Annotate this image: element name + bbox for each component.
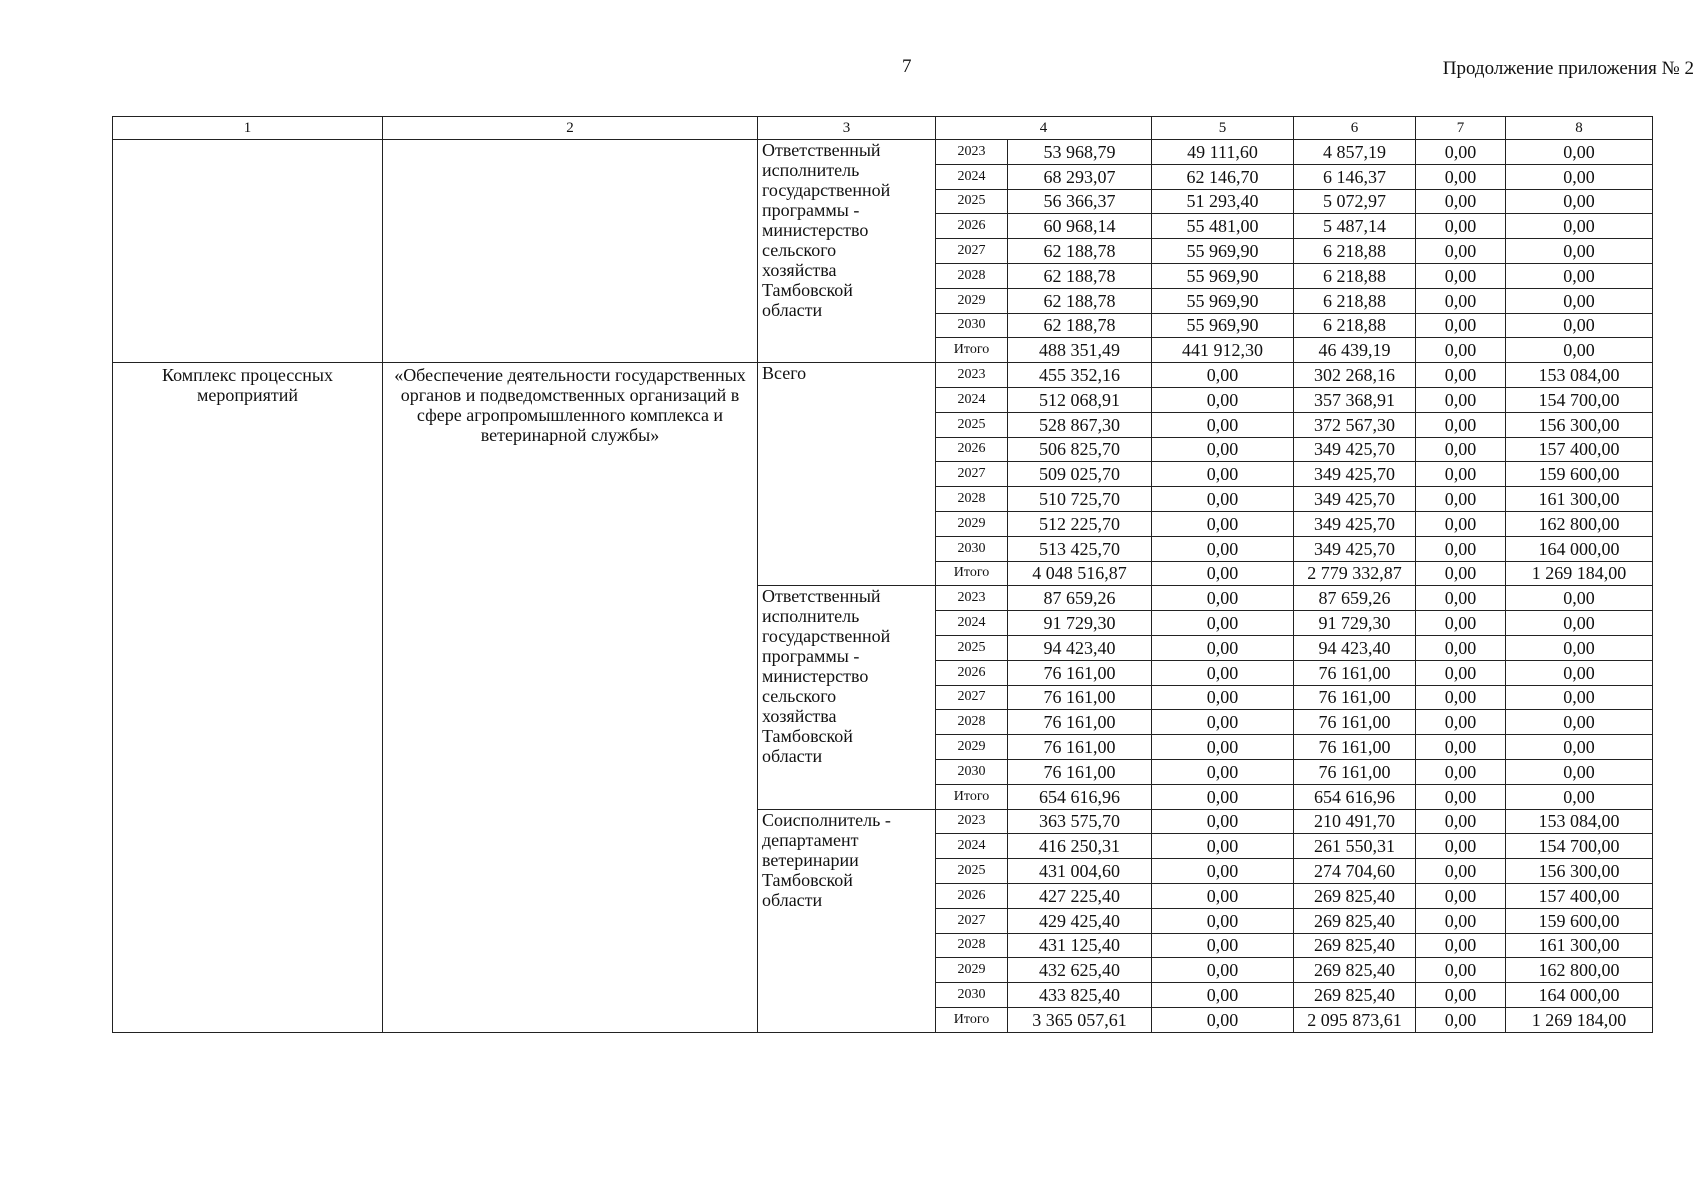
amount-cell: 5 487,14 bbox=[1294, 214, 1416, 239]
amount-cell: 164 000,00 bbox=[1506, 536, 1653, 561]
amount-cell: 654 616,96 bbox=[1294, 784, 1416, 809]
executor-line: исполнитель bbox=[762, 160, 860, 180]
year-cell: Итого bbox=[936, 338, 1008, 363]
amount-cell: 6 146,37 bbox=[1294, 164, 1416, 189]
executor-cell bbox=[758, 140, 936, 363]
executor-line: Тамбовской bbox=[762, 869, 853, 890]
year-cell: 2024 bbox=[936, 834, 1008, 859]
executor-line: министерство bbox=[762, 220, 869, 240]
year-cell: 2030 bbox=[936, 759, 1008, 784]
continuation-note: Продолжение приложения № 2 bbox=[1442, 58, 1694, 79]
activity-type-cell bbox=[113, 140, 383, 363]
executor-line: департамент bbox=[762, 829, 859, 850]
year-cell: 2026 bbox=[936, 437, 1008, 462]
amount-cell: 0,00 bbox=[1506, 735, 1653, 760]
amount-cell: 76 161,00 bbox=[1008, 685, 1152, 710]
year-cell: 2027 bbox=[936, 462, 1008, 487]
amount-cell: 87 659,26 bbox=[1008, 586, 1152, 611]
amount-cell: 0,00 bbox=[1506, 685, 1653, 710]
amount-cell: 0,00 bbox=[1506, 784, 1653, 809]
amount-cell: 0,00 bbox=[1416, 883, 1506, 908]
executor-line: Всего bbox=[762, 363, 807, 384]
amount-cell: 0,00 bbox=[1152, 859, 1294, 884]
amount-cell: 0,00 bbox=[1416, 288, 1506, 313]
amount-cell: 0,00 bbox=[1416, 561, 1506, 586]
year-cell: Итого bbox=[936, 561, 1008, 586]
amount-cell: 441 912,30 bbox=[1152, 338, 1294, 363]
amount-cell: 2 095 873,61 bbox=[1294, 1007, 1416, 1032]
amount-cell: 4 048 516,87 bbox=[1008, 561, 1152, 586]
amount-cell: 0,00 bbox=[1416, 263, 1506, 288]
amount-cell: 0,00 bbox=[1416, 363, 1506, 388]
year-cell: 2029 bbox=[936, 511, 1008, 536]
amount-cell: 512 068,91 bbox=[1008, 387, 1152, 412]
header-cell: 1 bbox=[113, 117, 383, 140]
amount-cell: 76 161,00 bbox=[1008, 735, 1152, 760]
amount-cell: 0,00 bbox=[1416, 759, 1506, 784]
executor-cell bbox=[758, 363, 936, 586]
year-cell: 2029 bbox=[936, 288, 1008, 313]
year-cell: 2027 bbox=[936, 685, 1008, 710]
amount-cell: 0,00 bbox=[1152, 735, 1294, 760]
amount-cell: 6 218,88 bbox=[1294, 288, 1416, 313]
amount-cell: 91 729,30 bbox=[1008, 611, 1152, 636]
amount-cell: 432 625,40 bbox=[1008, 958, 1152, 983]
amount-cell: 0,00 bbox=[1416, 313, 1506, 338]
amount-cell: 56 366,37 bbox=[1008, 189, 1152, 214]
amount-cell: 0,00 bbox=[1152, 958, 1294, 983]
amount-cell: 0,00 bbox=[1506, 140, 1653, 165]
amount-cell: 0,00 bbox=[1506, 586, 1653, 611]
executor-line: хозяйства bbox=[762, 260, 837, 280]
executor-cell bbox=[758, 809, 936, 1032]
amount-cell: 2 779 332,87 bbox=[1294, 561, 1416, 586]
executor-line: хозяйства bbox=[762, 706, 837, 727]
amount-cell: 0,00 bbox=[1416, 834, 1506, 859]
year-cell: 2024 bbox=[936, 387, 1008, 412]
amount-cell: 0,00 bbox=[1416, 387, 1506, 412]
amount-cell: 161 300,00 bbox=[1506, 933, 1653, 958]
amount-cell: 55 969,90 bbox=[1152, 263, 1294, 288]
amount-cell: 372 567,30 bbox=[1294, 412, 1416, 437]
amount-cell: 455 352,16 bbox=[1008, 363, 1152, 388]
amount-cell: 162 800,00 bbox=[1506, 958, 1653, 983]
amount-cell: 0,00 bbox=[1152, 983, 1294, 1008]
executor-line: области bbox=[762, 300, 823, 320]
amount-cell: 76 161,00 bbox=[1294, 710, 1416, 735]
executor-line: Соисполнитель - bbox=[762, 809, 891, 830]
amount-cell: 349 425,70 bbox=[1294, 437, 1416, 462]
amount-cell: 4 857,19 bbox=[1294, 140, 1416, 165]
executor-line: области bbox=[762, 746, 823, 767]
amount-cell: 0,00 bbox=[1506, 263, 1653, 288]
amount-cell: 0,00 bbox=[1416, 511, 1506, 536]
amount-cell: 0,00 bbox=[1416, 859, 1506, 884]
amount-cell: 302 268,16 bbox=[1294, 363, 1416, 388]
year-cell: 2025 bbox=[936, 189, 1008, 214]
amount-cell: 161 300,00 bbox=[1506, 487, 1653, 512]
amount-cell: 5 072,97 bbox=[1294, 189, 1416, 214]
amount-cell: 156 300,00 bbox=[1506, 412, 1653, 437]
amount-cell: 0,00 bbox=[1506, 660, 1653, 685]
header-row bbox=[113, 117, 1653, 140]
amount-cell: 0,00 bbox=[1416, 635, 1506, 660]
amount-cell: 0,00 bbox=[1152, 635, 1294, 660]
year-cell: 2026 bbox=[936, 883, 1008, 908]
amount-cell: 76 161,00 bbox=[1294, 660, 1416, 685]
amount-cell: 0,00 bbox=[1152, 611, 1294, 636]
header-cell: 4 bbox=[936, 117, 1152, 140]
amount-cell: 55 969,90 bbox=[1152, 239, 1294, 264]
amount-cell: 0,00 bbox=[1152, 462, 1294, 487]
amount-cell: 53 968,79 bbox=[1008, 140, 1152, 165]
year-cell: 2026 bbox=[936, 214, 1008, 239]
amount-cell: 488 351,49 bbox=[1008, 338, 1152, 363]
amount-cell: 0,00 bbox=[1152, 1007, 1294, 1032]
header-cell: 6 bbox=[1294, 117, 1416, 140]
amount-cell: 0,00 bbox=[1416, 437, 1506, 462]
amount-cell: 0,00 bbox=[1152, 586, 1294, 611]
amount-cell: 153 084,00 bbox=[1506, 809, 1653, 834]
amount-cell: 55 969,90 bbox=[1152, 313, 1294, 338]
year-cell: 2024 bbox=[936, 611, 1008, 636]
executor-line: области bbox=[762, 889, 823, 910]
year-cell: Итого bbox=[936, 784, 1008, 809]
budget-table bbox=[112, 116, 1653, 1033]
amount-cell: 0,00 bbox=[1416, 735, 1506, 760]
amount-cell: 0,00 bbox=[1506, 164, 1653, 189]
amount-cell: 269 825,40 bbox=[1294, 983, 1416, 1008]
year-cell: 2027 bbox=[936, 239, 1008, 264]
executor-line: Тамбовской bbox=[762, 280, 853, 300]
amount-cell: 0,00 bbox=[1152, 784, 1294, 809]
amount-cell: 274 704,60 bbox=[1294, 859, 1416, 884]
amount-cell: 157 400,00 bbox=[1506, 437, 1653, 462]
amount-cell: 49 111,60 bbox=[1152, 140, 1294, 165]
executor-line: сельского bbox=[762, 240, 837, 260]
amount-cell: 349 425,70 bbox=[1294, 536, 1416, 561]
activity-type-cell: Комплекс процессных мероприятий bbox=[113, 363, 383, 1033]
amount-cell: 513 425,70 bbox=[1008, 536, 1152, 561]
amount-cell: 0,00 bbox=[1416, 933, 1506, 958]
amount-cell: 433 825,40 bbox=[1008, 983, 1152, 1008]
amount-cell: 154 700,00 bbox=[1506, 387, 1653, 412]
executor-line: программы - bbox=[762, 200, 860, 220]
amount-cell: 76 161,00 bbox=[1294, 735, 1416, 760]
amount-cell: 0,00 bbox=[1152, 561, 1294, 586]
amount-cell: 94 423,40 bbox=[1294, 635, 1416, 660]
year-cell: 2030 bbox=[936, 536, 1008, 561]
amount-cell: 0,00 bbox=[1152, 437, 1294, 462]
amount-cell: 0,00 bbox=[1506, 759, 1653, 784]
amount-cell: 416 250,31 bbox=[1008, 834, 1152, 859]
amount-cell: 0,00 bbox=[1416, 487, 1506, 512]
amount-cell: 68 293,07 bbox=[1008, 164, 1152, 189]
amount-cell: 431 125,40 bbox=[1008, 933, 1152, 958]
amount-cell: 0,00 bbox=[1416, 586, 1506, 611]
year-cell: 2028 bbox=[936, 263, 1008, 288]
amount-cell: 3 365 057,61 bbox=[1008, 1007, 1152, 1032]
amount-cell: 0,00 bbox=[1152, 809, 1294, 834]
amount-cell: 0,00 bbox=[1416, 1007, 1506, 1032]
amount-cell: 0,00 bbox=[1506, 288, 1653, 313]
header-cell: 2 bbox=[383, 117, 758, 140]
amount-cell: 157 400,00 bbox=[1506, 883, 1653, 908]
amount-cell: 62 188,78 bbox=[1008, 313, 1152, 338]
amount-cell: 0,00 bbox=[1416, 189, 1506, 214]
amount-cell: 506 825,70 bbox=[1008, 437, 1152, 462]
year-cell: 2026 bbox=[936, 660, 1008, 685]
amount-cell: 91 729,30 bbox=[1294, 611, 1416, 636]
amount-cell: 164 000,00 bbox=[1506, 983, 1653, 1008]
table-row bbox=[113, 140, 1653, 165]
header-cell: 3 bbox=[758, 117, 936, 140]
year-cell: 2028 bbox=[936, 933, 1008, 958]
amount-cell: 357 368,91 bbox=[1294, 387, 1416, 412]
amount-cell: 261 550,31 bbox=[1294, 834, 1416, 859]
amount-cell: 349 425,70 bbox=[1294, 511, 1416, 536]
amount-cell: 153 084,00 bbox=[1506, 363, 1653, 388]
amount-cell: 0,00 bbox=[1152, 387, 1294, 412]
amount-cell: 0,00 bbox=[1416, 660, 1506, 685]
amount-cell: 0,00 bbox=[1416, 214, 1506, 239]
amount-cell: 0,00 bbox=[1506, 338, 1653, 363]
amount-cell: 0,00 bbox=[1506, 635, 1653, 660]
amount-cell: 6 218,88 bbox=[1294, 239, 1416, 264]
executor-line: Ответственный bbox=[762, 586, 881, 607]
amount-cell: 210 491,70 bbox=[1294, 809, 1416, 834]
amount-cell: 269 825,40 bbox=[1294, 933, 1416, 958]
amount-cell: 269 825,40 bbox=[1294, 908, 1416, 933]
amount-cell: 0,00 bbox=[1152, 487, 1294, 512]
amount-cell: 0,00 bbox=[1152, 883, 1294, 908]
executor-line: исполнитель bbox=[762, 606, 860, 627]
header-cell: 8 bbox=[1506, 117, 1653, 140]
amount-cell: 1 269 184,00 bbox=[1506, 561, 1653, 586]
amount-cell: 55 969,90 bbox=[1152, 288, 1294, 313]
amount-cell: 154 700,00 bbox=[1506, 834, 1653, 859]
amount-cell: 1 269 184,00 bbox=[1506, 1007, 1653, 1032]
amount-cell: 654 616,96 bbox=[1008, 784, 1152, 809]
amount-cell: 60 968,14 bbox=[1008, 214, 1152, 239]
year-cell: 2023 bbox=[936, 586, 1008, 611]
year-cell: 2023 bbox=[936, 140, 1008, 165]
year-cell: 2024 bbox=[936, 164, 1008, 189]
amount-cell: 0,00 bbox=[1152, 511, 1294, 536]
executor-line: государственной bbox=[762, 180, 891, 200]
amount-cell: 62 188,78 bbox=[1008, 288, 1152, 313]
amount-cell: 0,00 bbox=[1416, 784, 1506, 809]
year-cell: 2028 bbox=[936, 710, 1008, 735]
amount-cell: 0,00 bbox=[1416, 239, 1506, 264]
executor-cell bbox=[758, 586, 936, 809]
page-number: 7 bbox=[902, 56, 912, 77]
amount-cell: 0,00 bbox=[1152, 759, 1294, 784]
table-row bbox=[113, 363, 1653, 388]
amount-cell: 76 161,00 bbox=[1294, 759, 1416, 784]
amount-cell: 349 425,70 bbox=[1294, 487, 1416, 512]
amount-cell: 0,00 bbox=[1416, 140, 1506, 165]
year-cell: 2028 bbox=[936, 487, 1008, 512]
year-cell: 2027 bbox=[936, 908, 1008, 933]
table-body bbox=[113, 117, 1653, 1033]
year-cell: Итого bbox=[936, 1007, 1008, 1032]
amount-cell: 0,00 bbox=[1416, 611, 1506, 636]
amount-cell: 0,00 bbox=[1152, 660, 1294, 685]
amount-cell: 6 218,88 bbox=[1294, 313, 1416, 338]
amount-cell: 0,00 bbox=[1506, 710, 1653, 735]
year-cell: 2029 bbox=[936, 958, 1008, 983]
year-cell: 2023 bbox=[936, 363, 1008, 388]
executor-line: Ответственный bbox=[762, 140, 881, 160]
amount-cell: 349 425,70 bbox=[1294, 462, 1416, 487]
amount-cell: 0,00 bbox=[1152, 834, 1294, 859]
year-cell: 2025 bbox=[936, 635, 1008, 660]
amount-cell: 0,00 bbox=[1416, 983, 1506, 1008]
executor-line: программы - bbox=[762, 646, 860, 667]
activity-name-cell bbox=[383, 140, 758, 363]
executor-line: Тамбовской bbox=[762, 726, 853, 747]
executor-line: ветеринарии bbox=[762, 849, 859, 870]
amount-cell: 6 218,88 bbox=[1294, 263, 1416, 288]
amount-cell: 0,00 bbox=[1152, 710, 1294, 735]
executor-line: государственной bbox=[762, 626, 891, 647]
amount-cell: 269 825,40 bbox=[1294, 883, 1416, 908]
amount-cell: 87 659,26 bbox=[1294, 586, 1416, 611]
amount-cell: 509 025,70 bbox=[1008, 462, 1152, 487]
amount-cell: 62 146,70 bbox=[1152, 164, 1294, 189]
amount-cell: 0,00 bbox=[1416, 685, 1506, 710]
amount-cell: 0,00 bbox=[1152, 536, 1294, 561]
amount-cell: 94 423,40 bbox=[1008, 635, 1152, 660]
amount-cell: 0,00 bbox=[1506, 214, 1653, 239]
amount-cell: 431 004,60 bbox=[1008, 859, 1152, 884]
amount-cell: 76 161,00 bbox=[1294, 685, 1416, 710]
amount-cell: 76 161,00 bbox=[1008, 759, 1152, 784]
amount-cell: 0,00 bbox=[1152, 908, 1294, 933]
amount-cell: 363 575,70 bbox=[1008, 809, 1152, 834]
amount-cell: 0,00 bbox=[1416, 462, 1506, 487]
amount-cell: 0,00 bbox=[1416, 412, 1506, 437]
amount-cell: 269 825,40 bbox=[1294, 958, 1416, 983]
amount-cell: 76 161,00 bbox=[1008, 660, 1152, 685]
amount-cell: 0,00 bbox=[1506, 313, 1653, 338]
amount-cell: 0,00 bbox=[1506, 189, 1653, 214]
amount-cell: 0,00 bbox=[1152, 363, 1294, 388]
amount-cell: 0,00 bbox=[1416, 536, 1506, 561]
header-cell: 5 bbox=[1152, 117, 1294, 140]
amount-cell: 159 600,00 bbox=[1506, 908, 1653, 933]
amount-cell: 0,00 bbox=[1506, 239, 1653, 264]
year-cell: 2025 bbox=[936, 859, 1008, 884]
amount-cell: 429 425,40 bbox=[1008, 908, 1152, 933]
amount-cell: 159 600,00 bbox=[1506, 462, 1653, 487]
amount-cell: 0,00 bbox=[1416, 710, 1506, 735]
year-cell: 2030 bbox=[936, 983, 1008, 1008]
amount-cell: 62 188,78 bbox=[1008, 239, 1152, 264]
year-cell: 2023 bbox=[936, 809, 1008, 834]
amount-cell: 510 725,70 bbox=[1008, 487, 1152, 512]
amount-cell: 46 439,19 bbox=[1294, 338, 1416, 363]
amount-cell: 0,00 bbox=[1152, 412, 1294, 437]
amount-cell: 512 225,70 bbox=[1008, 511, 1152, 536]
amount-cell: 0,00 bbox=[1416, 338, 1506, 363]
year-cell: 2030 bbox=[936, 313, 1008, 338]
amount-cell: 76 161,00 bbox=[1008, 710, 1152, 735]
amount-cell: 0,00 bbox=[1506, 611, 1653, 636]
activity-name-cell: «Обеспечение деятельности государственных органов и подведомственных организаций в сфере агропромышленного комплекса и ветеринарной службы» bbox=[383, 363, 758, 1033]
amount-cell: 51 293,40 bbox=[1152, 189, 1294, 214]
amount-cell: 162 800,00 bbox=[1506, 511, 1653, 536]
executor-line: сельского bbox=[762, 686, 837, 707]
amount-cell: 427 225,40 bbox=[1008, 883, 1152, 908]
amount-cell: 0,00 bbox=[1416, 164, 1506, 189]
amount-cell: 55 481,00 bbox=[1152, 214, 1294, 239]
amount-cell: 0,00 bbox=[1416, 809, 1506, 834]
amount-cell: 156 300,00 bbox=[1506, 859, 1653, 884]
amount-cell: 0,00 bbox=[1416, 908, 1506, 933]
amount-cell: 528 867,30 bbox=[1008, 412, 1152, 437]
amount-cell: 0,00 bbox=[1152, 933, 1294, 958]
amount-cell: 0,00 bbox=[1152, 685, 1294, 710]
amount-cell: 0,00 bbox=[1416, 958, 1506, 983]
amount-cell: 62 188,78 bbox=[1008, 263, 1152, 288]
header-cell: 7 bbox=[1416, 117, 1506, 140]
year-cell: 2025 bbox=[936, 412, 1008, 437]
executor-line: министерство bbox=[762, 666, 869, 687]
year-cell: 2029 bbox=[936, 735, 1008, 760]
